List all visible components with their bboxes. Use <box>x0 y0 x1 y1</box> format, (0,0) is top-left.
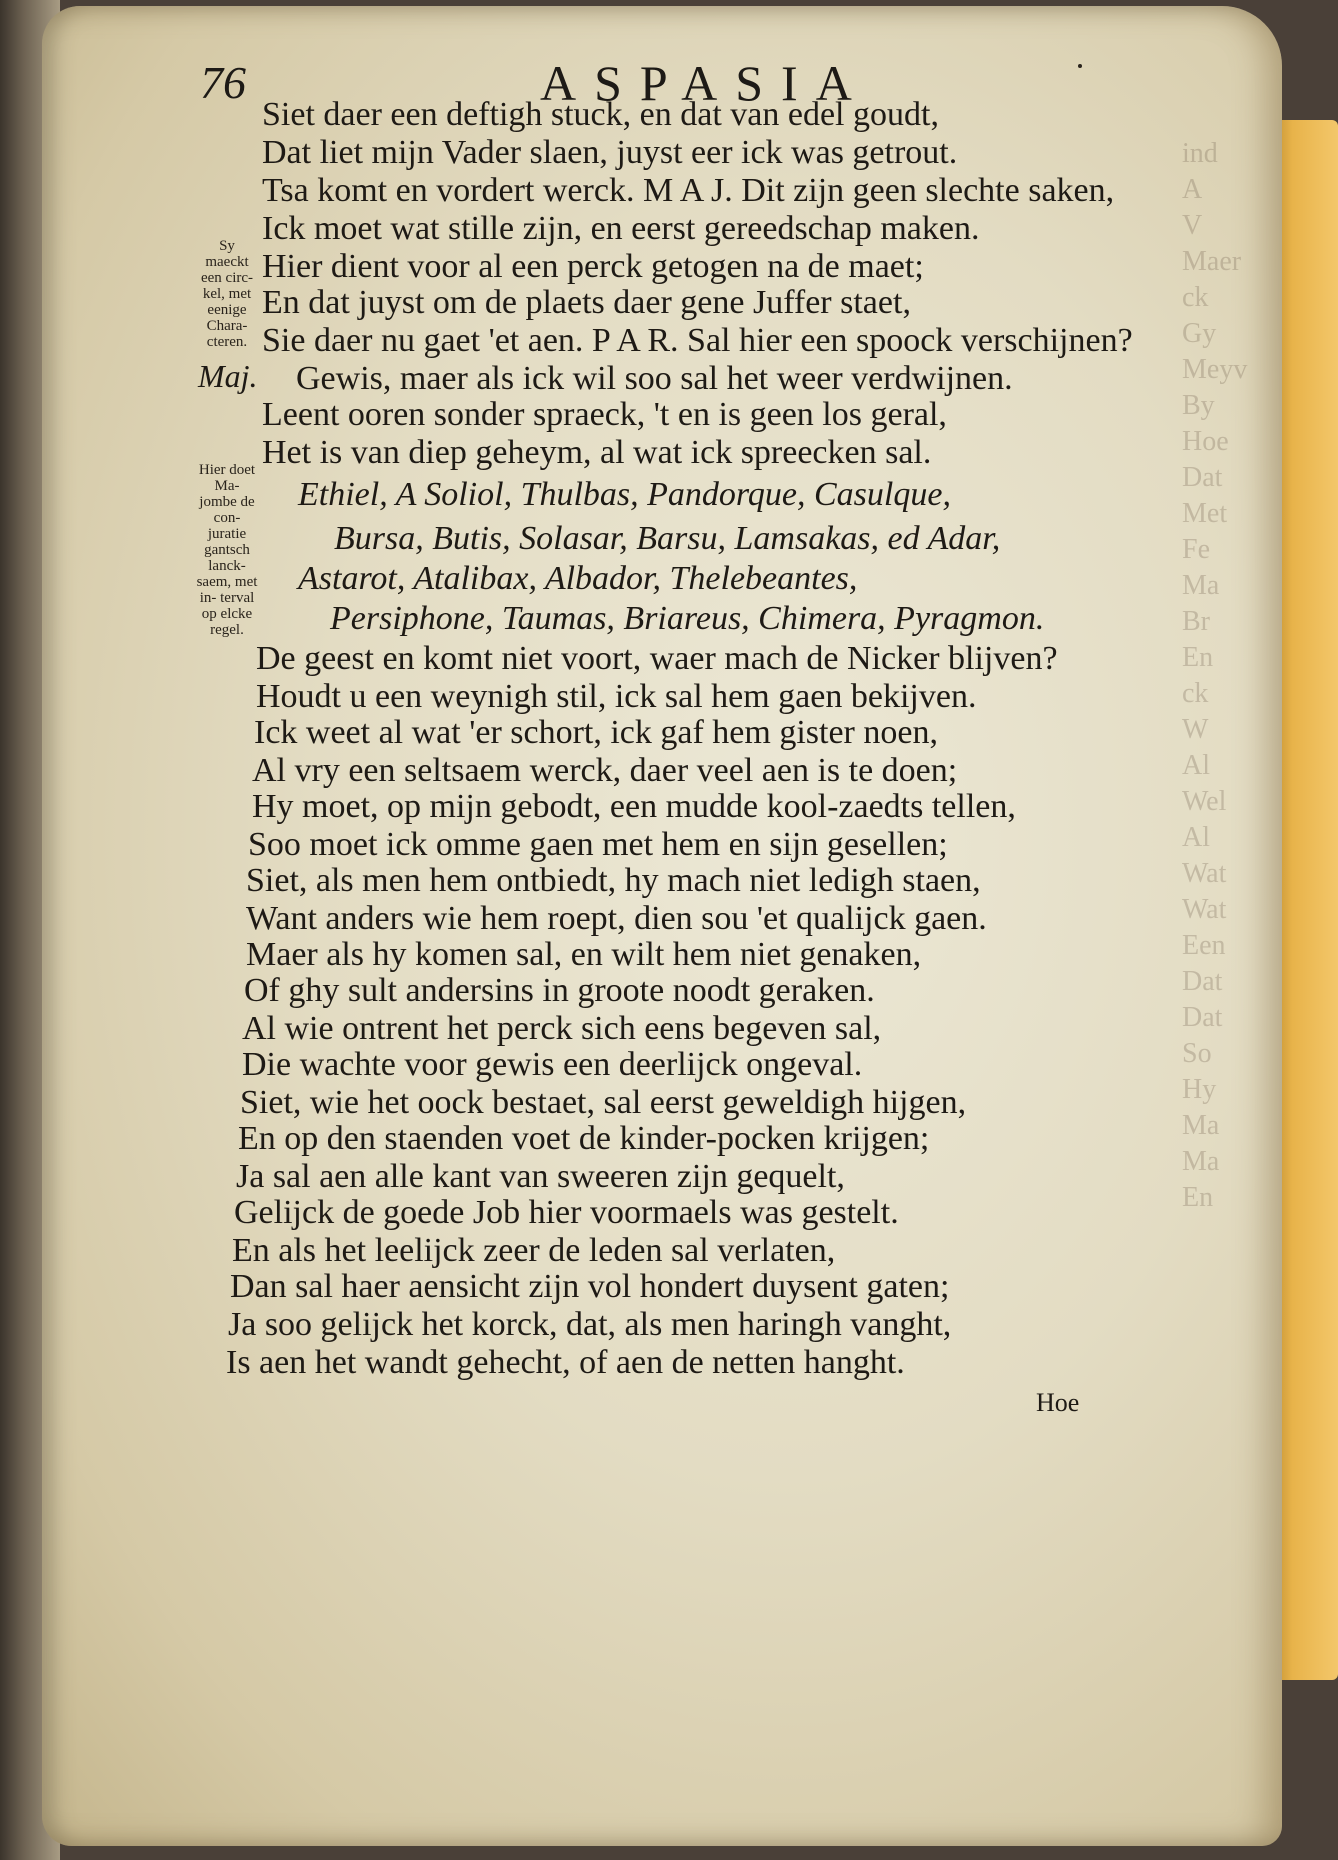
catchword: Hoe <box>1036 1388 1080 1417</box>
verse-line: Het is van diep geheym, al wat ick spreecken sal. <box>262 434 932 471</box>
verse-line: En op den staenden voet de kinder-pocken krijgen; <box>238 1120 930 1157</box>
verse-line: Die wachte voor gewis een deerlijck ongeval. <box>242 1046 863 1083</box>
verse-line: Tsa komt en vordert werck. M A J. Dit zijn geen slechte saken, <box>262 172 1115 209</box>
head-ornament-dot <box>1078 64 1082 68</box>
verse-line: Maer als hy komen sal, en wilt hem niet genaken, <box>246 936 922 973</box>
conjuration-line: Ethiel, A Soliol, Thulbas, Pandorque, Casulque, <box>298 476 951 513</box>
verse-line: Ick moet wat stille zijn, en eerst gereedschap maken. <box>262 210 980 247</box>
verse-line: Dan sal haer aensicht zijn vol hondert duysent gaten; <box>230 1268 950 1305</box>
verse-line: Ick weet al wat 'er schort, ick gaf hem gister noen, <box>254 714 938 751</box>
verse-line: En dat juyst om de plaets daer gene Juffer staet, <box>262 284 911 321</box>
conjuration-line: Bursa, Butis, Solasar, Barsu, Lamsakas, ed Adar, <box>334 520 1001 557</box>
verse-line: Dat liet mijn Vader slaen, juyst eer ick was getrout. <box>262 134 958 171</box>
verse-line: Ja soo gelijck het korck, dat, als men haringh vanght, <box>228 1306 952 1343</box>
speaker-marker: Maj. <box>198 358 258 394</box>
verse-line: Sie daer nu gaet 'et aen. P A R. Sal hier een spoock verschijnen? <box>262 322 1133 359</box>
marginal-note-circle: Sy maeckt een circ- kel, met eenige Chara- cteren. <box>200 238 254 350</box>
verse-line: Is aen het wandt gehecht, of aen de netten hanght. <box>226 1344 905 1381</box>
verse-line: Gewis, maer als ick wil soo sal het weer verdwijnen. <box>296 360 1013 397</box>
verse-line: Want anders wie hem roept, dien sou 'et qualijck gaen. <box>246 900 987 937</box>
conjuration-line: Persiphone, Taumas, Briareus, Chimera, Pyragmon. <box>330 600 1045 637</box>
verse-line: Houdt u een weynigh stil, ick sal hem gaen bekijven. <box>256 678 977 715</box>
verse-line: Siet, wie het oock bestaet, sal eerst geweldigh hijgen, <box>240 1084 967 1121</box>
verse-line: Siet daer een deftigh stuck, en dat van edel goudt, <box>262 96 939 133</box>
bleed-through-text: ind A V Maer ck Gy Meyv By Hoe Dat Met Fe Ma Br En ck W Al Wel Al Wat Wat Een Dat Dat So Hy Ma Ma En <box>1182 138 1248 1213</box>
marginal-note-conjuration: Hier doet Ma- jombe de con- juratie gantsch lanck- saem, met in- terval op elcke regel. <box>196 462 258 638</box>
verse-line: Leent ooren sonder spraeck, 't en is geen los geral, <box>262 396 947 433</box>
verse-line: Hier dient voor al een perck getogen na de maet; <box>262 248 924 285</box>
verse-line: Of ghy sult andersins in groote noodt geraken. <box>244 972 875 1009</box>
verse-line: Al vry een seltsaem werck, daer veel aen is te doen; <box>252 752 958 789</box>
verse-line: Hy moet, op mijn gebodt, een mudde kool-zaedts tellen, <box>252 788 1016 825</box>
verse-line: De geest en komt niet voort, waer mach de Nicker blijven? <box>256 640 1058 677</box>
verse-line: Al wie ontrent het perck sich eens begeven sal, <box>242 1010 882 1047</box>
verse-line: Ja sal aen alle kant van sweeren zijn gequelt, <box>236 1158 845 1195</box>
page-number: 76 <box>200 57 246 108</box>
verse-line: En als het leelijck zeer de leden sal verlaten, <box>232 1232 836 1269</box>
conjuration-line: Astarot, Atalibax, Albador, Thelebeantes, <box>298 560 858 597</box>
verse-line: Gelijck de goede Job hier voormaels was gestelt. <box>234 1194 899 1231</box>
verse-line: Siet, als men hem ontbiedt, hy mach niet ledigh staen, <box>246 862 981 899</box>
running-head: ASPASIA <box>540 55 870 111</box>
verse-line: Soo moet ick omme gaen met hem en sijn gesellen; <box>248 826 948 863</box>
